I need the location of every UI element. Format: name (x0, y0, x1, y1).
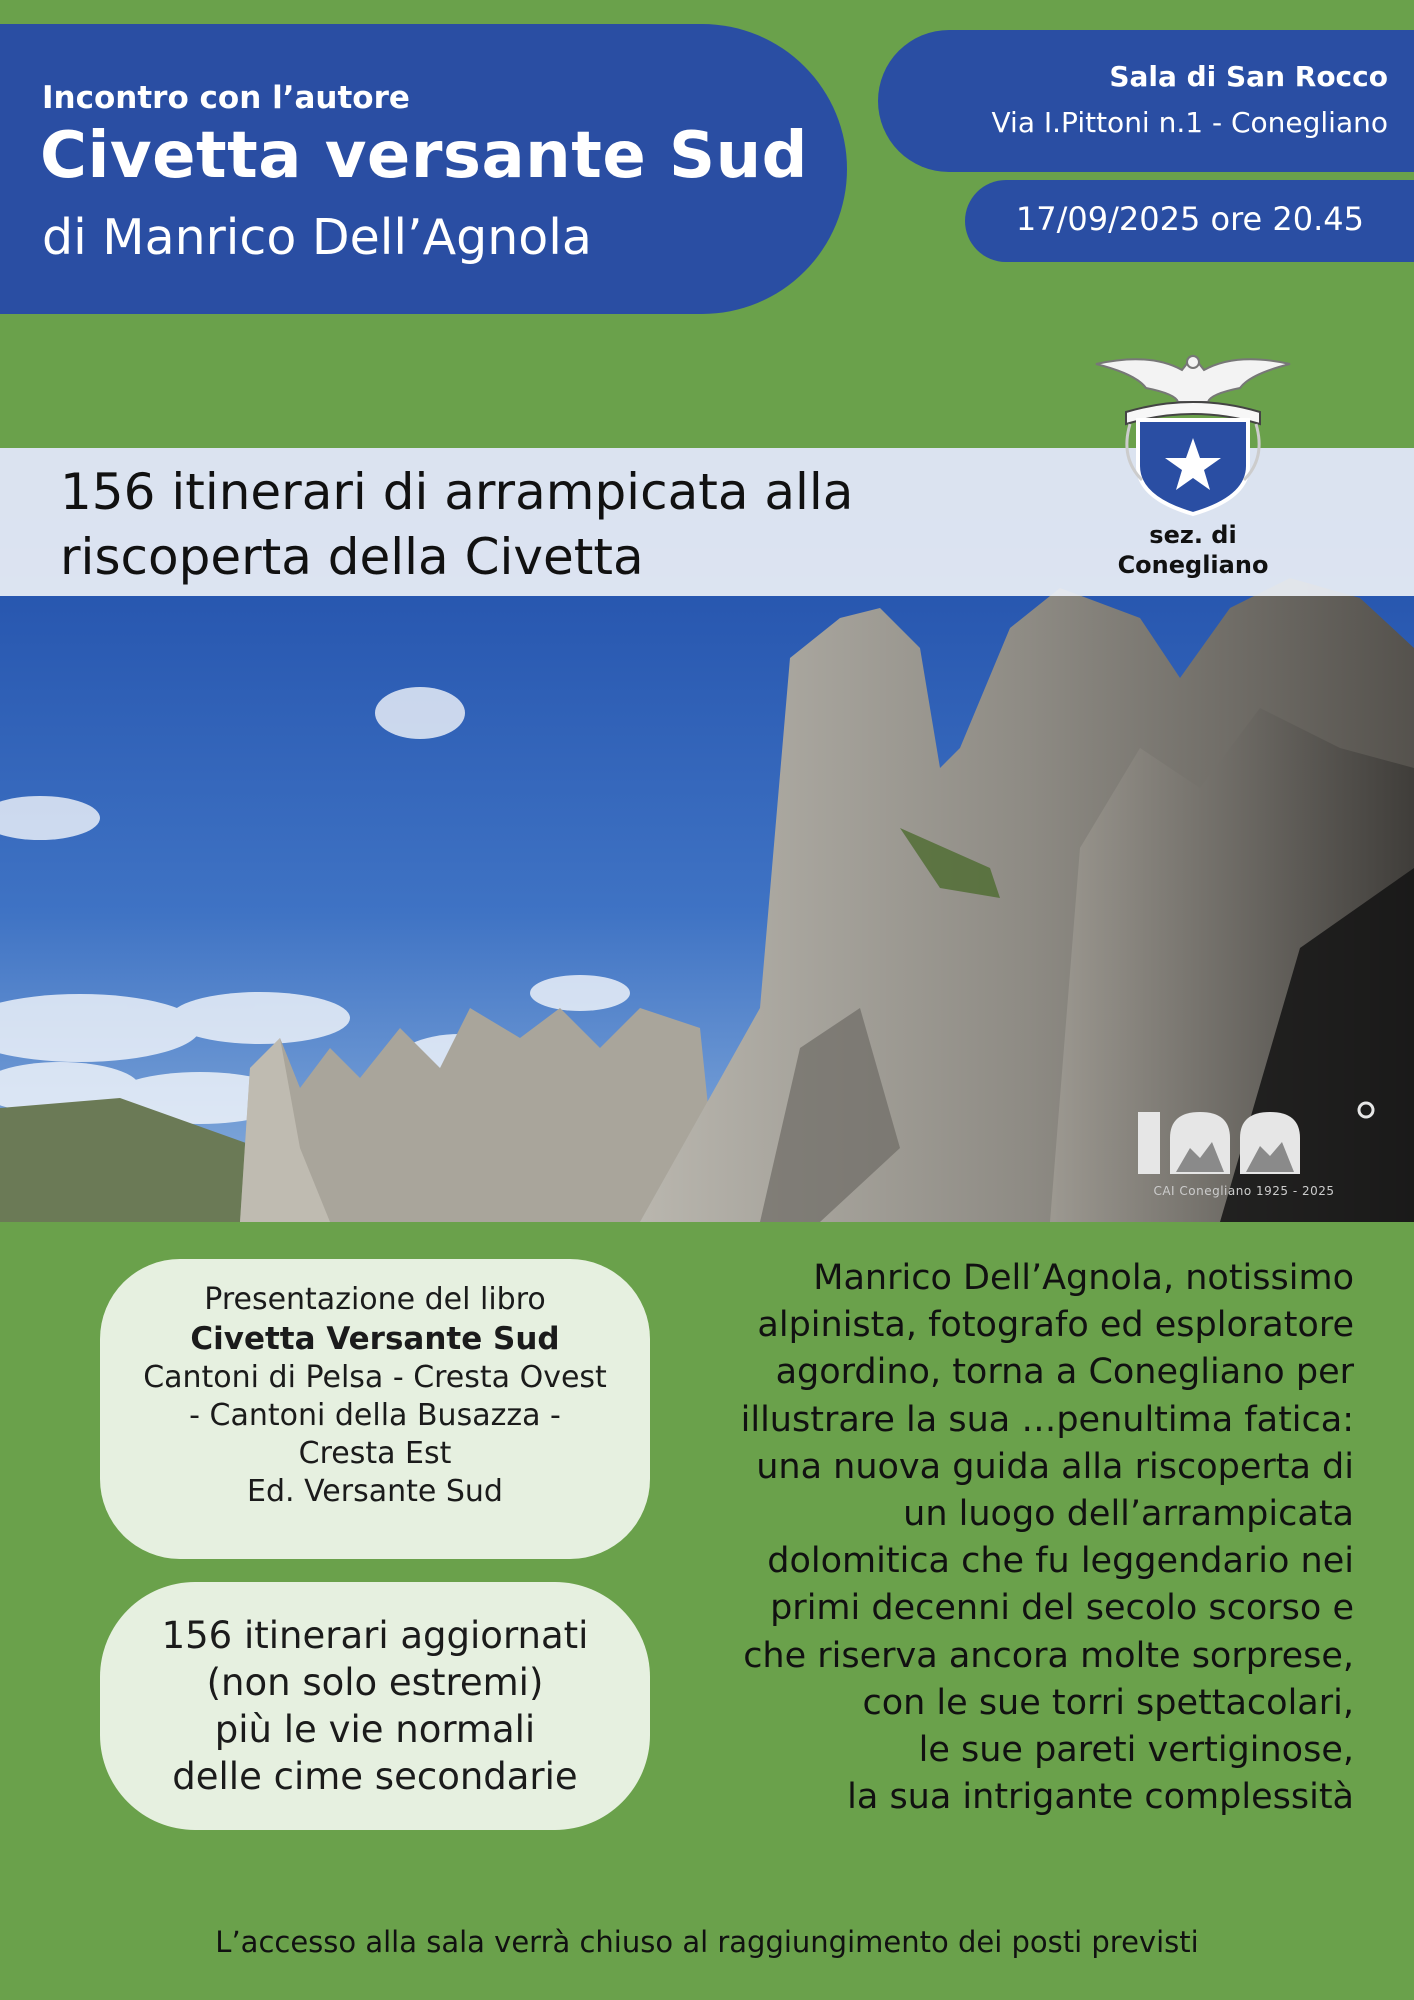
author-description (700, 1255, 1354, 1821)
author-line: di Manrico Dell’Agnola (42, 209, 592, 266)
book-detail-line: Cantoni di Pelsa - Cresta Ovest (143, 1360, 607, 1395)
description-line: con le sue torri spettacolari, (862, 1682, 1354, 1723)
routes-line: delle cime secondarie (172, 1755, 578, 1798)
book-intro: Presentazione del libro (204, 1282, 546, 1317)
description-line: una nuova guida alla riscoperta di (756, 1446, 1354, 1487)
subtitle-line-2: riscoperta della Civetta (60, 528, 644, 586)
description-line: alpinista, fotografo ed esploratore (757, 1305, 1354, 1346)
cai-centenary-mark (1128, 1092, 1378, 1202)
subtitle-line-1: 156 itinerari di arrampicata alla (60, 463, 854, 521)
description-line: agordino, torna a Conegliano per (775, 1352, 1354, 1393)
routes-line: 156 itinerari aggiornati (161, 1614, 589, 1657)
description-line: illustrare la sua …penultima fatica: (740, 1399, 1354, 1440)
description-line: la sua intrigante complessità (847, 1777, 1354, 1818)
venue-block (878, 30, 1414, 172)
cai-section-line-2: Conegliano (1117, 551, 1269, 579)
event-kicker: Incontro con l’autore (42, 80, 410, 116)
book-detail-line: Cresta Est (298, 1436, 452, 1471)
access-notice: L’accesso alla sala verrà chiuso al raggiungimento dei posti previsti (215, 1925, 1199, 1959)
cai-eagle-shield-icon (1090, 348, 1296, 518)
subtitle (60, 460, 1060, 590)
description-line: le sue pareti vertiginose, (918, 1730, 1354, 1771)
book-detail-line: - Cantoni della Busazza - (189, 1398, 561, 1433)
centenary-caption: CAI Conegliano 1925 - 2025 (1153, 1184, 1335, 1198)
routes-line: più le vie normali (214, 1708, 536, 1751)
description-line: primi decenni del secolo scorso e (770, 1588, 1354, 1629)
routes-line: (non solo estremi) (206, 1661, 544, 1704)
cai-logo (1090, 348, 1296, 588)
cai-section-label (1090, 520, 1296, 580)
date-block (965, 180, 1414, 262)
event-title: Civetta versante Sud (40, 119, 808, 193)
centenary-100-icon (1128, 1092, 1378, 1184)
book-publisher: Ed. Versante Sud (247, 1474, 503, 1509)
description-line: un luogo dell’arrampicata (903, 1494, 1354, 1535)
routes-card (100, 1582, 650, 1830)
venue-name: Sala di San Rocco (1109, 60, 1388, 93)
description-line: dolomitica che fu leggendario nei (767, 1541, 1354, 1582)
description-line: che riserva ancora molte sorprese, (743, 1635, 1354, 1676)
book-presentation-card (100, 1259, 650, 1559)
venue-address: Via I.Pittoni n.1 - Conegliano (991, 106, 1388, 139)
cai-section-line-1: sez. di (1149, 521, 1237, 549)
description-line: Manrico Dell’Agnola, notissimo (813, 1258, 1354, 1298)
title-block (0, 24, 847, 314)
book-title: Civetta Versante Sud (190, 1321, 560, 1357)
event-date: 17/09/2025 ore 20.45 (1015, 200, 1364, 238)
